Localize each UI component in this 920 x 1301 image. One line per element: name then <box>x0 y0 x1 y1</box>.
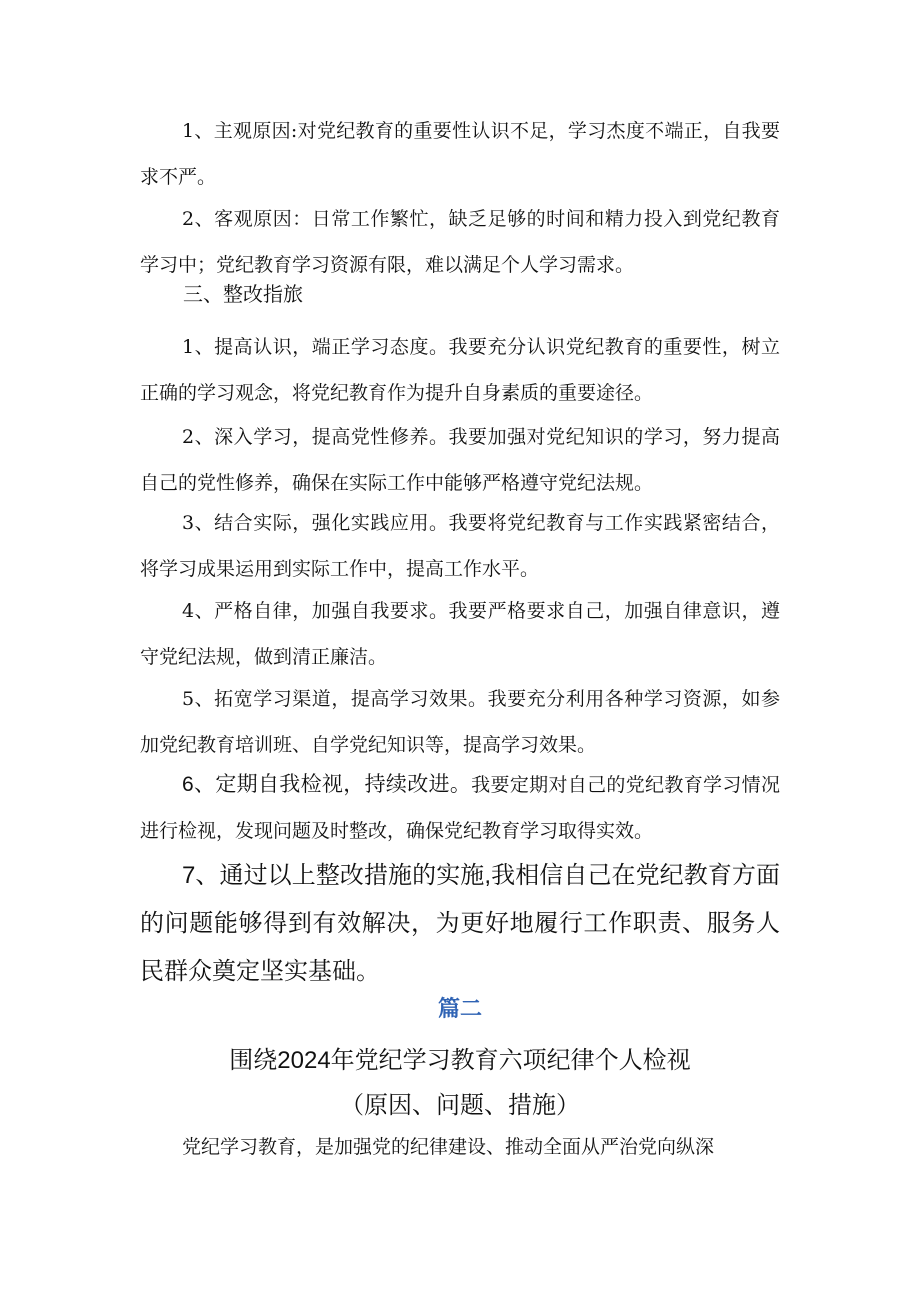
measure-1: 1、提高认识，端正学习态度。我要充分认识党纪教育的重要性，树立正确的学习观念，将党纪教育作为提升自身素质的重要途径。 <box>140 336 780 404</box>
measure-3: 3、结合实际，强化实践应用。我要将党纪教育与工作实践紧密结合，将学习成果运用到实际工作中，提高工作水平。 <box>140 512 780 580</box>
paragraph-objective-cause: 2、客观原因：日常工作繁忙，缺乏足够的时间和精力投入到党纪教育学习中；党纪教育学习资源有限，难以满足个人学习需求。 <box>140 208 780 276</box>
measure-6-lead: 6、定期自我检视，持续改进。 <box>182 773 472 796</box>
measure-4: 4、严格自律，加强自我要求。我要严格要求自己，加强自律意识，遵守党纪法规，做到清正廉洁。 <box>140 600 780 668</box>
paragraph-subjective-cause: 1、主观原因:对党纪教育的重要性认识不足，学习杰度不端正，自我要求不严。 <box>140 120 780 188</box>
part-label: 篇二 <box>437 996 482 1021</box>
document-title: 围绕2024年党纪学习教育六项纪律个人检视 <box>229 1047 691 1074</box>
measure-6 <box>140 762 780 854</box>
intro-paragraph: 党纪学习教育，是加强党的纪律建设、推动全面从严治党向纵深 <box>182 1136 715 1158</box>
document-subtitle: （原因、问题、措施） <box>340 1092 580 1119</box>
measure-5: 5、拓宽学习渠道，提高学习效果。我要充分利用各种学习资源，如参加党纪教育培训班、自学党纪知识等，提高学习效果。 <box>140 688 780 756</box>
measure-7: 7、通过以上整改措施的实施,我相信自己在党纪教育方面的问题能够得到有效解决，为更好地履行工作职责、服务人民群众奠定坚实基础。 <box>140 862 780 985</box>
measure-6-text: 我要定期对自己的党纪教育学习情况进行检视，发现问题及时整改，确保党纪教育学习取得实效。 <box>140 774 780 842</box>
measure-2: 2、深入学习，提高党性修养。我要加强对党纪知识的学习，努力提高自己的党性修养，确保在实际工作中能够严格遵守党纪法规。 <box>140 426 780 494</box>
section-heading-rectification: 三、整改指旅 <box>183 284 303 306</box>
